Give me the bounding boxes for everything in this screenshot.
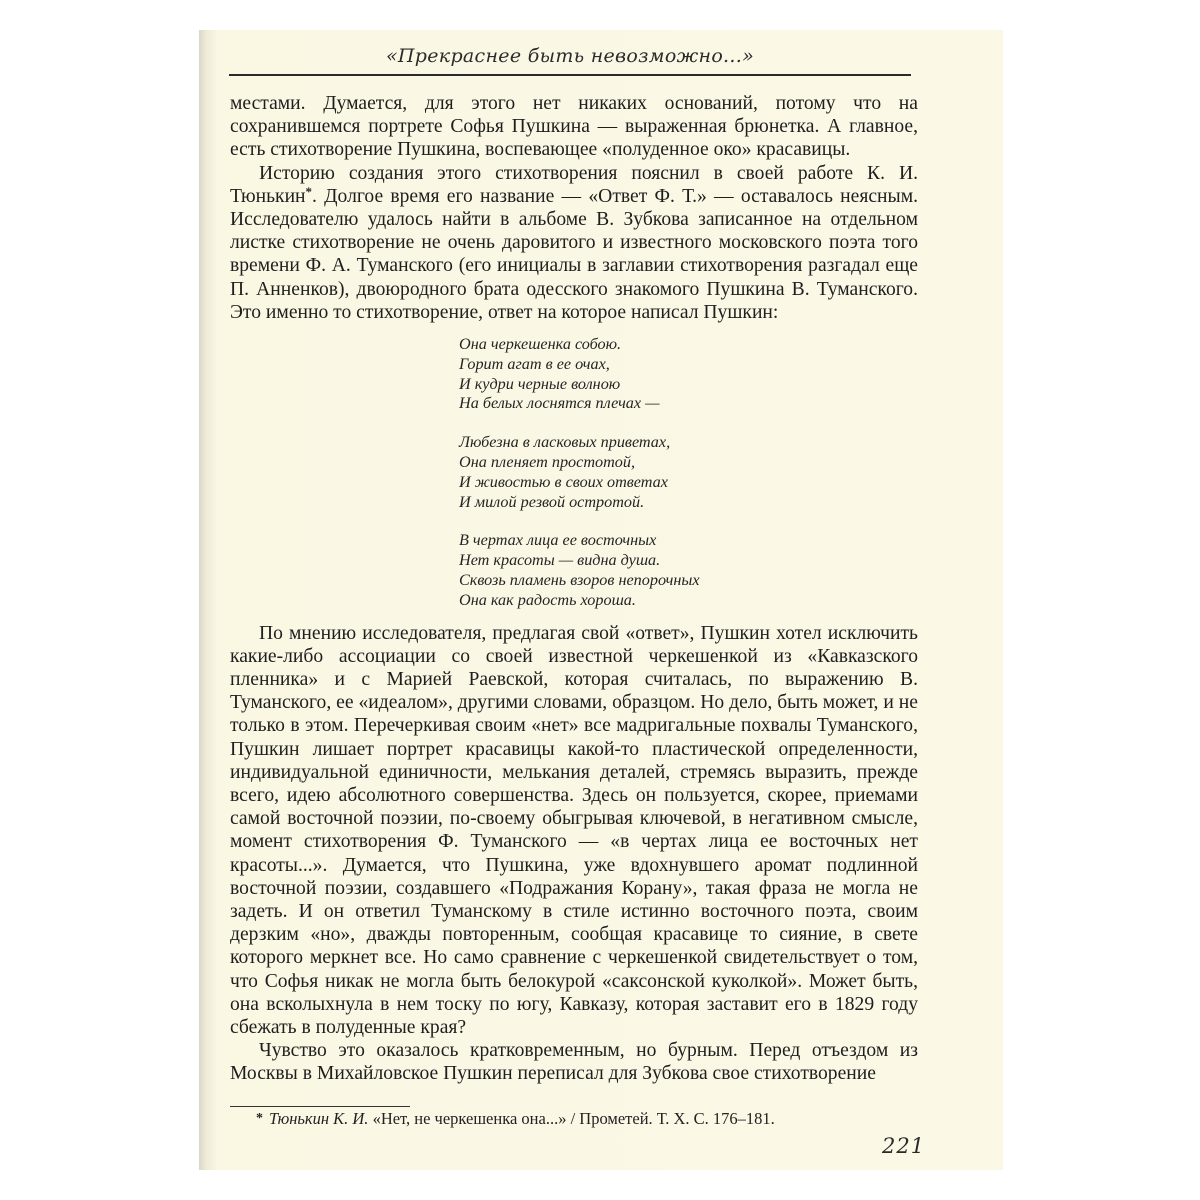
footnote <box>256 1108 936 1130</box>
footnote-text: «Нет, не черкешенка она...» / Прометей. Т. X. С. 176–181. <box>368 1109 775 1128</box>
running-title: «Прекраснее быть невозможно...» <box>386 45 754 67</box>
poem-stanza-1 <box>459 335 918 414</box>
footnote-reference-mark[interactable]: * <box>305 183 313 199</box>
poem-block <box>459 335 918 611</box>
footnote-author: Тюнькин К. И. <box>269 1109 369 1128</box>
poem-line: И живостью в своих ответах <box>459 472 668 491</box>
paragraph-feeling: Чувство это оказалось кратковременным, но бурным. Перед отъездом из Москвы в Михайловское Пушкин переписал для Зубкова свое стихотворение <box>230 1040 918 1085</box>
paragraph-analysis: По мнению исследователя, предлагая свой «ответ», Пушкин хотел исключить какие-либо ассоциации со своей известной черкешенкой из «Кавказского пленника» и с Марией Раевской, которая считалась, по выражению В. Туманского, ее «идеалом», другими словами, образцом. Но дело, быть может, и не только в этом. Перечеркивая своим «нет» все мадригальные похвалы Туманского, Пушкин лишает портрет красавицы какой-то пластической определенности, индивидуальной единичности, мелькания деталей, стремясь выразить, прежде всего, идею абсолютного совершенства. Здесь он пользуется, скорее, приемами самой восточной поэзии, по-своему обыгрывая ключевой, в негативном смысле, момент стихотворения Ф. Туманского — «в чертах лица ее восточных нет красоты...». Думается, что Пушкина, уже вдохнувшего аромат подлинной восточной поэзии, создавшего «Подражания Корану», такая фраза не могла не задеть. И он ответил Туманскому в стиле истинно восточного поэта, своим дерзким «но», дважды повторенным, сообщая красавице то сияние, в свете которого меркнет все. Но само сравнение с черкешенкой свидетельствует о том, что Софья никак не могла быть белокурой «саксонской куколкой». Может быть, она всколыхнула в нем тоску по югу, Кавказу, которая заставит его в 1829 году сбежать в полуденные края? <box>230 622 918 1039</box>
poem-line: И кудри черные волною <box>459 374 621 393</box>
poem-stanza-3 <box>459 531 918 610</box>
paragraph-history-text: Историю создания этого стихотворения пояснил в своей работе К. И. Тюнькин <box>230 162 918 207</box>
poem-line: Горит агат в ее очах, <box>459 354 610 373</box>
poem-line: Она пленяет простотой, <box>459 453 636 472</box>
paragraph-history <box>230 162 918 324</box>
poem-line: В чертах лица ее восточных <box>459 531 657 550</box>
footnote-mark: * <box>256 1111 263 1126</box>
page-body <box>230 92 918 1086</box>
poem-line: Она как радость хороша. <box>459 590 636 609</box>
poem-line: Любезна в ласковых приветах, <box>459 433 671 452</box>
poem-line: На белых лоснятся плечах — <box>459 394 660 413</box>
paragraph-history-text-cont: . Долгое время его название — «Ответ Ф. Т.» — оставалось неясным. Исследователю удалось найти в альбоме В. Зубкова записанное на отдельном листке стихотворение не очень даровитого и известного московского поэта того времени Ф. А. Туманского (его инициалы в заглавии стихотворения разгадал еще П. Анненков), двоюродного брата одесского знакомого Пушкина В. Туманского. Это именно то стихотворение, ответ на которое написал Пушкин: <box>230 185 918 323</box>
poem-stanza-2 <box>459 433 918 512</box>
poem-line: Нет красоты — видна душа. <box>459 551 661 570</box>
book-page <box>199 30 1003 1170</box>
paragraph-continuation: местами. Думается, для этого нет никаких оснований, потому что на сохранившемся портрете Софья Пушкина — выраженная брюнетка. А главное, есть стихотворение Пушкина, воспевающее «полуденное око» красавицы. <box>230 93 918 161</box>
footnote-divider <box>230 1106 410 1107</box>
poem-line: И милой резвой остротой. <box>459 492 645 511</box>
running-header <box>229 38 911 76</box>
poem-line: Она черкешенка собою. <box>459 335 622 354</box>
page-number: 221 <box>882 1134 926 1158</box>
poem-line: Сквозь пламень взоров непорочных <box>459 571 700 589</box>
